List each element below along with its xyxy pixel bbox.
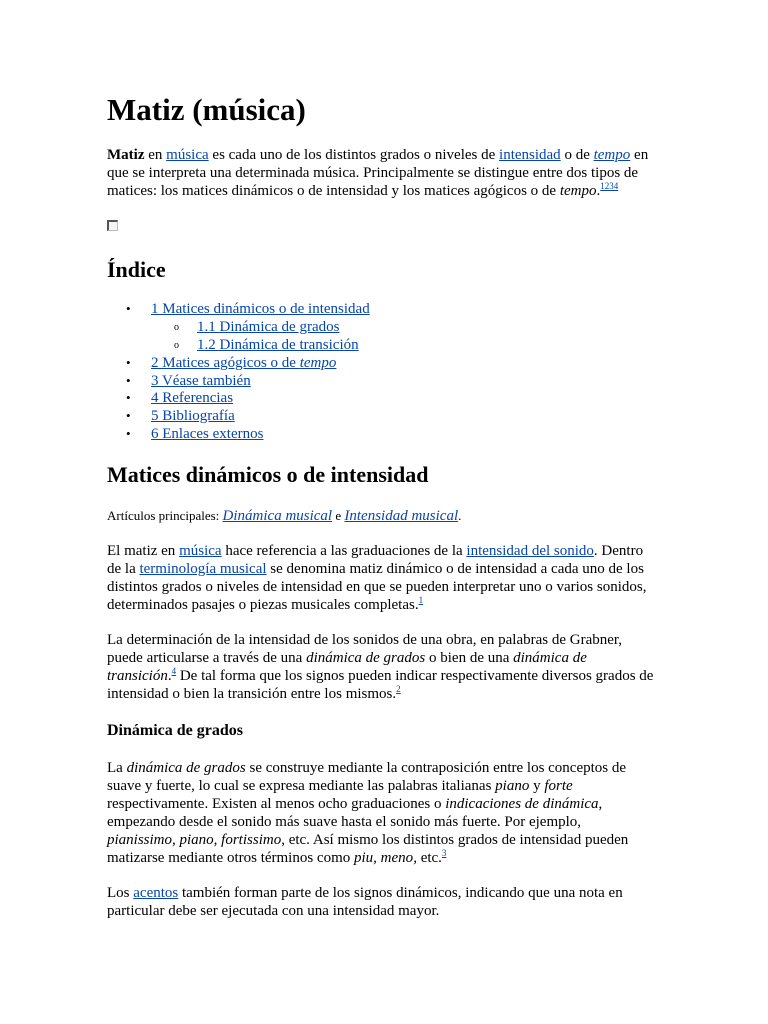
- toc-link-4[interactable]: 4 Referencias: [151, 390, 234, 406]
- link-tempo-text: tempo: [593, 147, 631, 163]
- bullet-icon: •: [126, 426, 131, 441]
- text: , etc. Así mismo los distintos grados de intensidad pueden matizarse mediante otros términos como: [107, 832, 629, 866]
- text: e: [332, 508, 345, 523]
- italic-text: piu, meno: [354, 850, 414, 866]
- circle-bullet-icon: o: [174, 340, 179, 351]
- link-intensidad[interactable]: intensidad: [499, 147, 561, 163]
- text: .: [167, 668, 172, 684]
- text: .: [596, 183, 601, 199]
- subsection1-paragraph-2: [107, 884, 637, 920]
- italic-text: forte: [544, 778, 573, 794]
- intro-paragraph: [107, 146, 655, 200]
- link-terminologia-musical[interactable]: terminología musical: [139, 561, 267, 577]
- link-tempo[interactable]: [594, 147, 631, 163]
- link-intensidad-musical[interactable]: [344, 508, 458, 524]
- toc-link-2-italic: tempo: [299, 355, 337, 371]
- ref-link[interactable]: 2: [396, 684, 401, 694]
- link-acentos[interactable]: acentos: [133, 885, 179, 901]
- ref-link[interactable]: 4: [171, 666, 177, 676]
- image-placeholder-icon[interactable]: [107, 220, 118, 231]
- ref-link[interactable]: 3: [441, 848, 447, 858]
- italic-text: dinámica de grados: [126, 760, 246, 776]
- toc-heading: Índice: [107, 257, 166, 282]
- link-musica-2[interactable]: música: [179, 543, 222, 559]
- text: Los: [107, 885, 134, 901]
- text: se denomina matiz dinámico o de intensidad a cada uno de los distintos grados o niveles de intensidad en que se pueden interpretar uno o varios sonidos, determinados pasajes o piezas musicales completas.: [107, 561, 647, 613]
- toc-link-6[interactable]: 6 Enlaces externos: [151, 426, 264, 442]
- link-intensidad-del-sonido[interactable]: intensidad del sonido: [466, 543, 594, 559]
- toc-link-2[interactable]: [151, 354, 336, 372]
- text: De tal forma que los signos pueden indicar respectivamente diversos grados de intensidad o bien la transición entre los mismos.: [107, 668, 654, 702]
- text: se construye mediante la contraposición entre los conceptos de suave y fuerte, lo cual se expresa mediante las palabras italianas: [107, 760, 627, 794]
- text: La determinación de la intensidad de los sonidos de una obra, en palabras de Grabner, puede articularse a través de una: [107, 632, 623, 666]
- ref-link[interactable]: 1234: [600, 181, 619, 191]
- text: , empezando desde el sonido más suave hasta el sonido más fuerte. Por ejemplo,: [107, 796, 603, 830]
- text: también forman parte de los signos dinámicos, indicando que una nota en particular debe ser ejecutada con una intensidad mayor.: [107, 885, 623, 919]
- toc-link-1[interactable]: 1 Matices dinámicos o de intensidad: [151, 301, 370, 317]
- italic-text: indicaciones de dinámica: [445, 796, 599, 812]
- toc-link-5[interactable]: 5 Bibliografía: [151, 408, 235, 424]
- text: La: [107, 760, 127, 776]
- text: es cada uno de los distintos grados o niveles de: [208, 147, 500, 163]
- circle-bullet-icon: o: [174, 322, 179, 333]
- text: .: [458, 508, 462, 523]
- italic-text: dinámica de grados: [306, 650, 426, 666]
- text: respectivamente. Existen al menos ocho graduaciones o: [107, 796, 446, 812]
- section-heading-dinamicos: Matices dinámicos o de intensidad: [107, 462, 429, 487]
- page-title: Matiz (música): [107, 92, 306, 127]
- section1-paragraph-2: [107, 631, 657, 703]
- toc-link-2-text: 2 Matices agógicos o de: [151, 355, 300, 371]
- text: , etc.: [413, 850, 442, 866]
- italic-text: pianissimo, piano, fortissimo: [107, 832, 282, 848]
- text: o bien de una: [425, 650, 514, 666]
- bullet-icon: •: [126, 390, 131, 405]
- section1-paragraph-1: [107, 542, 655, 614]
- ref-link[interactable]: 1: [418, 595, 424, 605]
- text: en: [144, 147, 167, 163]
- text: en que se interpreta una determinada música. Principalmente se distingue entre dos tipos de matices: los matices dinámicos o de intensidad y los matices agógicos o de: [107, 147, 649, 199]
- text: Artículos principales:: [107, 508, 223, 523]
- text: El matiz en: [107, 543, 180, 559]
- text: o de: [560, 147, 594, 163]
- bullet-icon: •: [126, 373, 131, 388]
- link-text: Dinámica musical: [222, 508, 333, 524]
- bullet-icon: •: [126, 408, 131, 423]
- italic-text: tempo: [559, 183, 597, 199]
- toc-link-1-2[interactable]: 1.2 Dinámica de transición: [197, 337, 359, 353]
- intro-bold-term: Matiz: [107, 147, 145, 163]
- link-text: Intensidad musical: [344, 508, 459, 524]
- main-articles-note: [107, 507, 667, 525]
- link-musica[interactable]: música: [166, 147, 209, 163]
- toc-link-1-1[interactable]: 1.1 Dinámica de grados: [197, 319, 340, 335]
- subsection1-paragraph-1: [107, 759, 637, 867]
- link-dinamica-musical[interactable]: [223, 508, 333, 524]
- italic-text: dinámica de transición: [107, 650, 587, 684]
- text: hace referencia a las graduaciones de la: [221, 543, 467, 559]
- text: y: [529, 778, 545, 794]
- toc-link-3[interactable]: 3 Véase también: [151, 373, 251, 389]
- italic-text: piano: [495, 778, 530, 794]
- text: . Dentro de la: [107, 543, 644, 577]
- bullet-icon: •: [126, 355, 131, 370]
- bullet-icon: •: [126, 301, 131, 316]
- subsection-heading-grados: Dinámica de grados: [107, 722, 243, 739]
